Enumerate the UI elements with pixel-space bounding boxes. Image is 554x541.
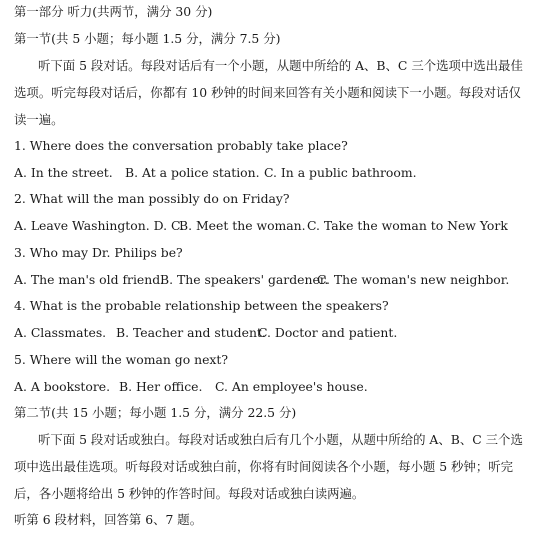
question-5-option-b: B. Her office.: [119, 379, 203, 394]
question-5-option-c: C. An employee's house.: [215, 379, 368, 394]
question-1: 1. Where does the conversation probably take place?: [14, 138, 348, 153]
section2-instruction-line-1: 听下面 5 段对话或独白。每段对话或独白后有几个小题，从题中所给的 A、B、C 三个选: [38, 432, 523, 447]
question-1-option-a: A. In the street.: [14, 165, 113, 180]
question-2: 2. What will the man possibly do on Friday?: [14, 191, 290, 206]
question-1-option-c: C. In a public bathroom.: [264, 165, 417, 180]
section2-instruction-line-2: 项中选出最佳选项。听每段对话或独白前，你将有时间阅读各个小题，每小题 5 秒钟；听完: [14, 459, 513, 474]
section1-instruction-line-1: 听下面 5 段对话。每段对话后有一个小题，从题中所给的 A、B、C 三个选项中选出最佳: [38, 58, 523, 73]
material-note: 听第 6 段材料，回答第 6、7 题。: [14, 512, 203, 527]
question-4-option-c: C. Doctor and patient.: [258, 325, 398, 340]
question-5-option-a: A. A bookstore.: [14, 379, 111, 394]
question-4-option-a: A. Classmates.: [14, 325, 107, 340]
question-4: 4. What is the probable relationship between the speakers?: [14, 298, 389, 313]
section1-instruction-line-2: 选项。听完每段对话后，你都有 10 秒钟的时间来回答有关小题和阅读下一小题。每段对话仅: [14, 85, 521, 100]
question-1-option-b: B. At a police station.: [125, 165, 260, 180]
section2-title: 第二节(共 15 小题；每小题 1.5 分，满分 22.5 分): [14, 405, 297, 420]
question-2-option-a: A. Leave Washington. D. C.: [14, 218, 184, 233]
section1-title: 第一节(共 5 小题；每小题 1.5 分，满分 7.5 分): [14, 31, 281, 46]
question-3-option-a: A. The man's old friend.: [14, 272, 165, 287]
question-3-option-c: C. The woman's new neighbor.: [317, 272, 510, 287]
section2-instruction-line-3: 后，各小题将给出 5 秒钟的作答时间。每段对话或独白读两遍。: [14, 486, 365, 501]
question-4-option-b: B. Teacher and student.: [116, 325, 266, 340]
question-5: 5. Where will the woman go next?: [14, 352, 229, 367]
question-3-option-b: B. The speakers' gardener.: [160, 272, 329, 287]
question-3: 3. Who may Dr. Philips be?: [14, 245, 183, 260]
question-2-option-b: B. Meet the woman.: [179, 218, 306, 233]
part1-title: 第一部分 听力(共两节，满分 30 分): [14, 4, 213, 19]
question-2-option-c: C. Take the woman to New York: [307, 218, 508, 233]
section1-instruction-line-3: 读一遍。: [14, 112, 64, 127]
